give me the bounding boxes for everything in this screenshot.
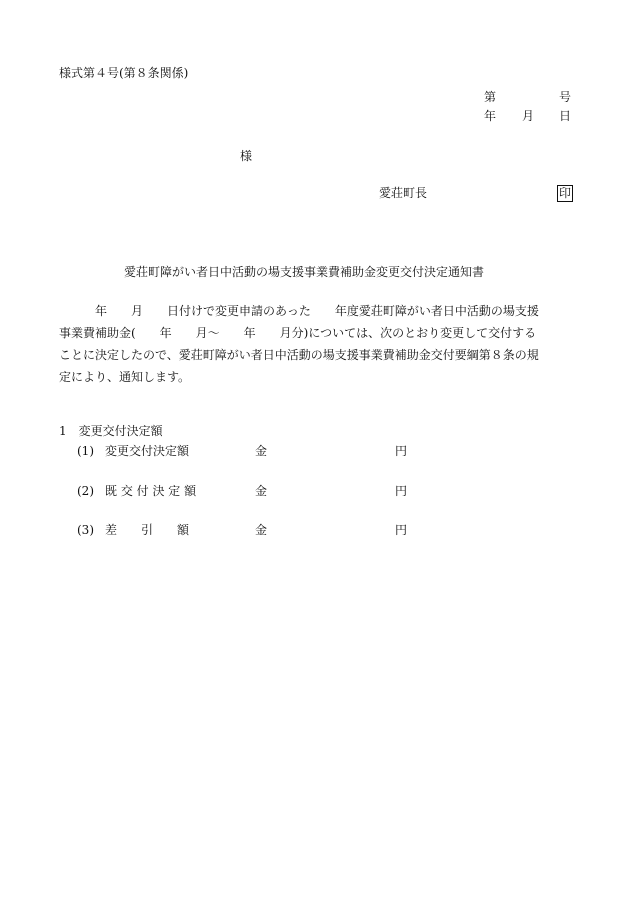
- date-year: 年: [484, 109, 497, 123]
- seal-label: 印: [559, 186, 572, 200]
- date-month: 月: [522, 109, 535, 123]
- body-line-1: 年 月 日付けで変更申請のあった 年度愛荘町障がい者日中活動の場支援: [59, 304, 539, 318]
- body-line-2: 事業費補助金( 年 月～ 年 月分)については、次のとおり変更して交付する: [59, 326, 537, 340]
- item-1-kin: 金: [255, 444, 268, 458]
- item-3-number: (3): [77, 523, 94, 537]
- item-2-label: 既 交 付 決 定 額: [105, 484, 197, 498]
- date-day: 日: [559, 109, 572, 123]
- body-line-4: 定により、通知します。: [59, 370, 191, 384]
- document-no-go: 号: [559, 90, 572, 104]
- item-2-kin: 金: [255, 484, 268, 498]
- body-paragraph: [59, 300, 579, 388]
- sender-title: 愛荘町長: [379, 186, 428, 200]
- item-1-en: 円: [395, 444, 408, 458]
- item-1-label: 変更交付決定額: [105, 444, 190, 458]
- item-3-en: 円: [395, 523, 408, 537]
- document-title: 愛荘町障がい者日中活動の場支援事業費補助金変更交付決定通知書: [124, 265, 485, 279]
- item-2-number: (2): [77, 484, 94, 498]
- item-2-en: 円: [395, 484, 408, 498]
- addressee-sama: 様: [240, 149, 253, 163]
- form-number: 様式第４号(第８条関係): [59, 66, 189, 80]
- seal-mark: [557, 185, 573, 202]
- item-3-kin: 金: [255, 523, 268, 537]
- item-1-number: (1): [77, 444, 94, 458]
- section-heading: 1 変更交付決定額: [59, 424, 163, 438]
- body-line-3: ことに決定したので、愛荘町障がい者日中活動の場支援事業費補助金交付要綱第８条の規: [59, 348, 539, 362]
- item-3-label: 差 引 額: [105, 523, 190, 537]
- document-no-dai: 第: [484, 90, 497, 104]
